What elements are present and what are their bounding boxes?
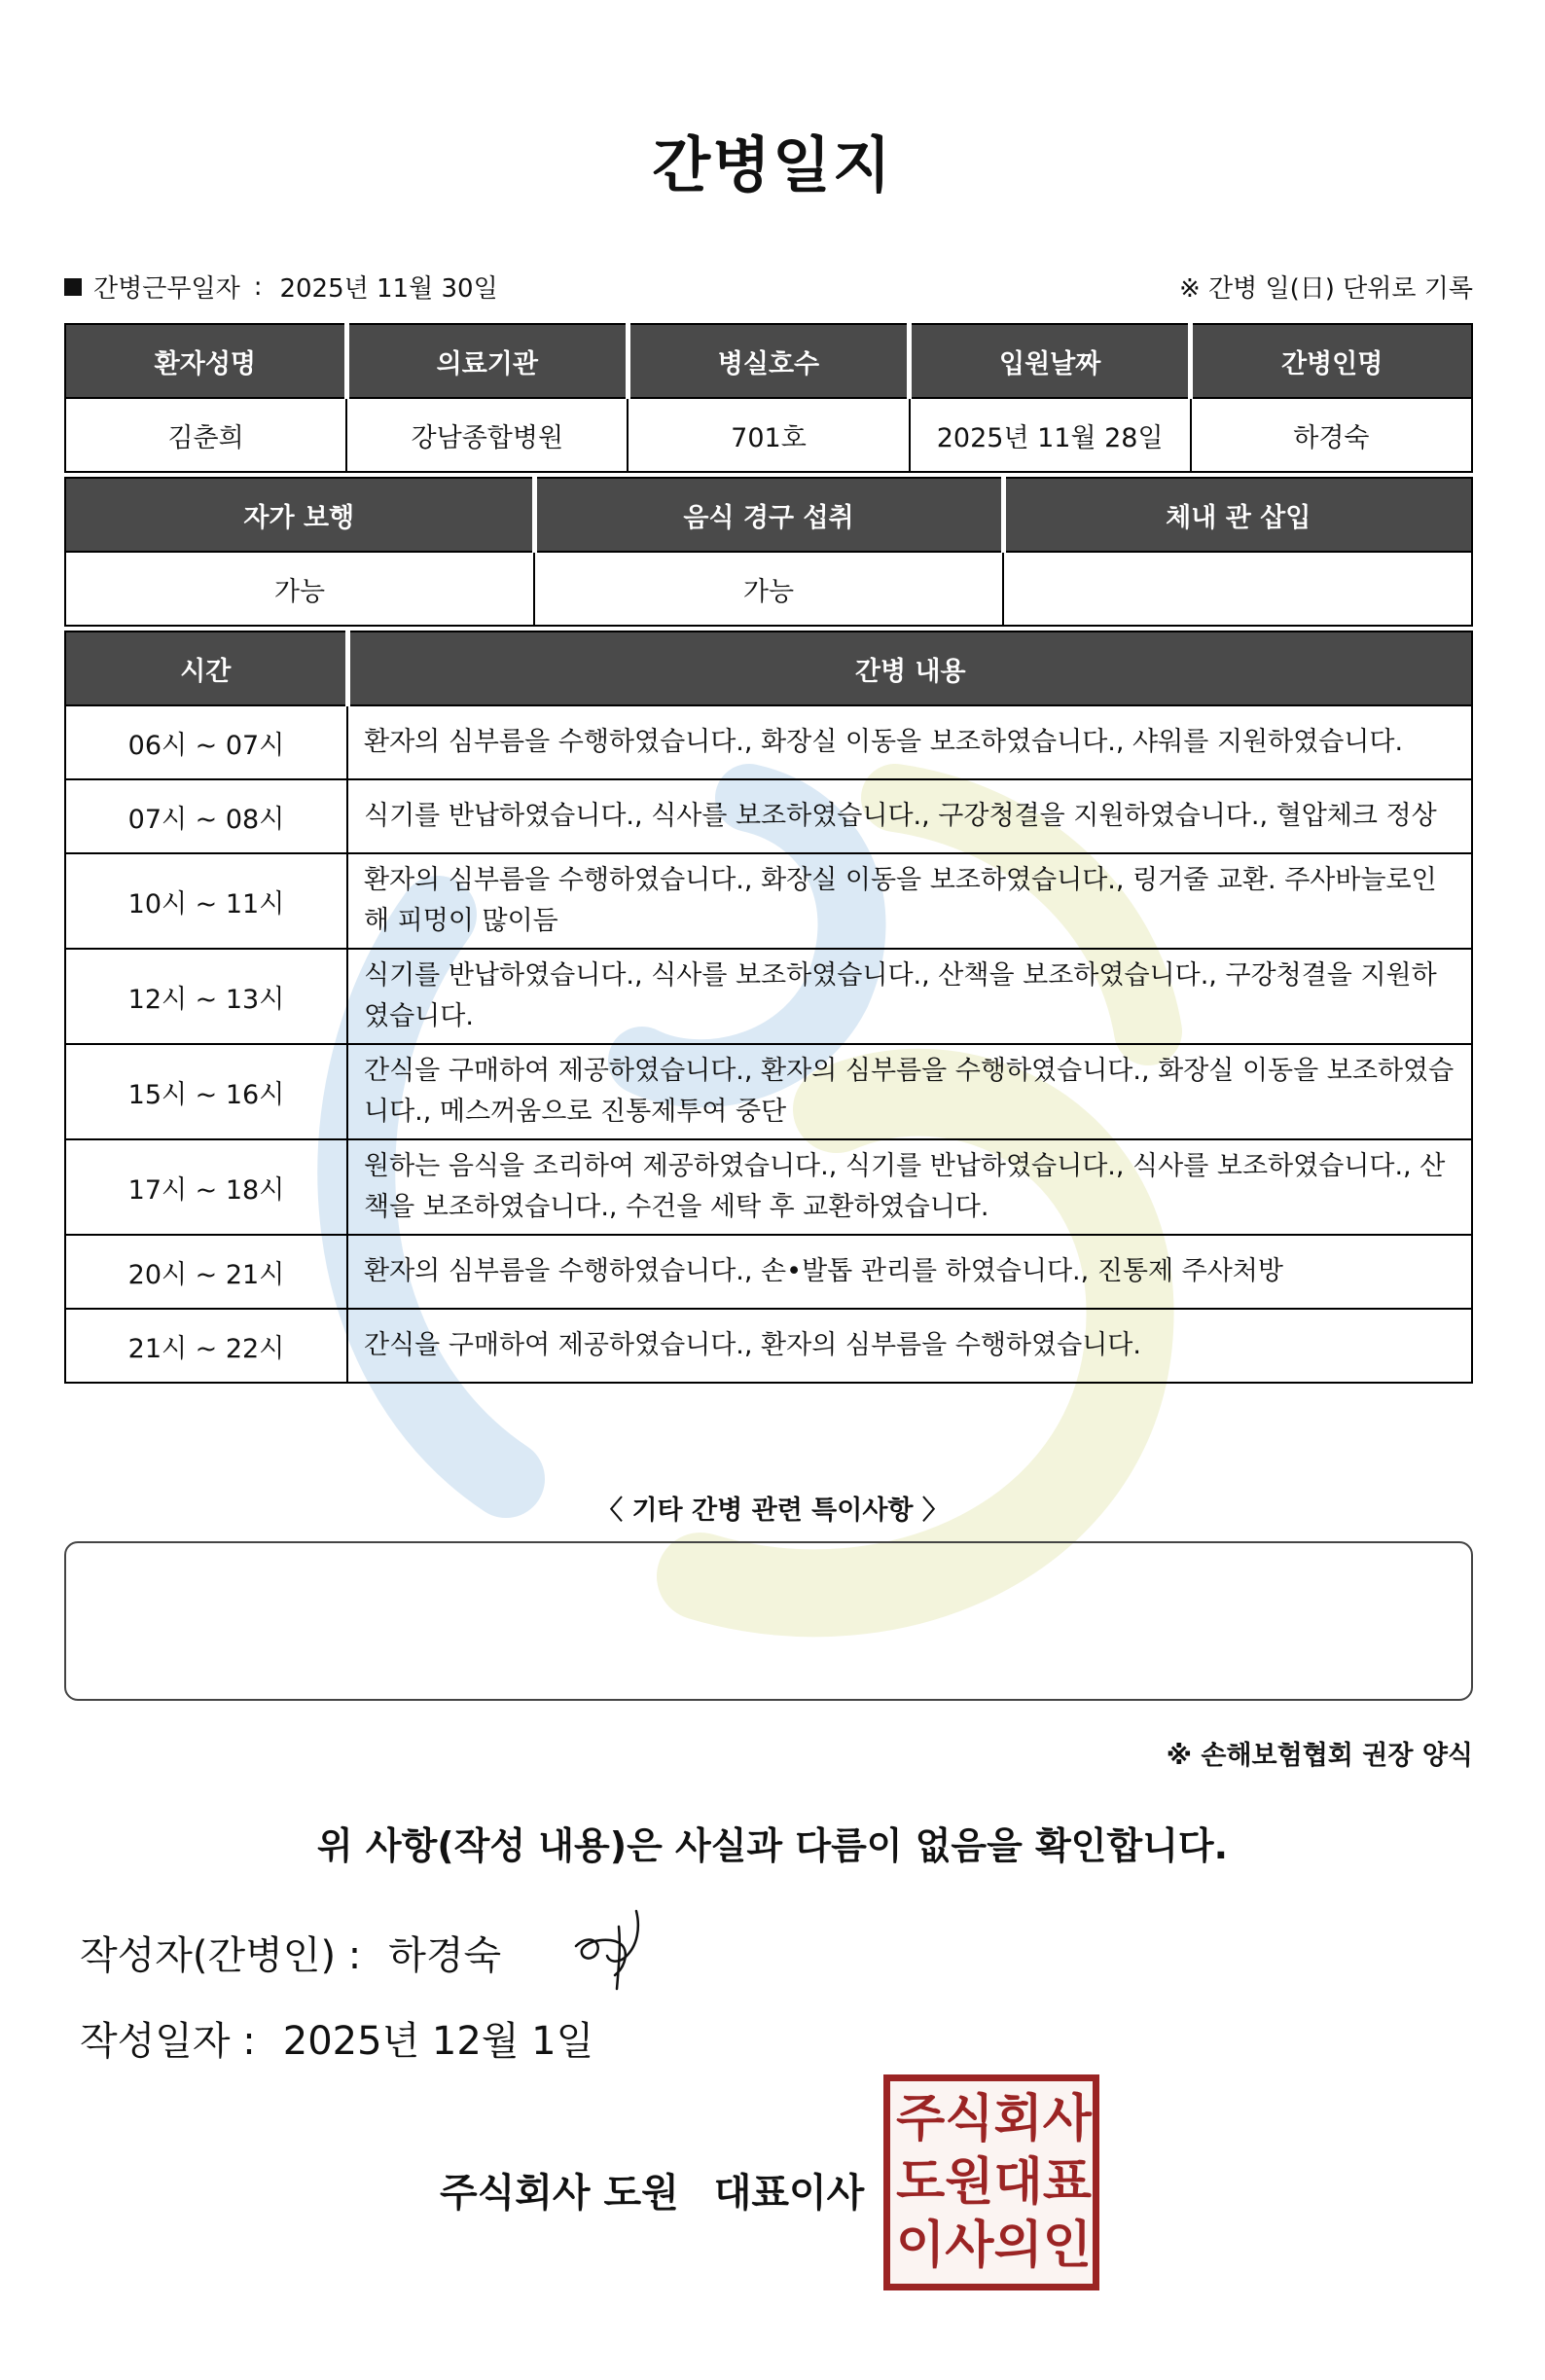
log-time: 15시 ~ 16시 xyxy=(65,1044,347,1139)
header-self-walking: 자가 보행 xyxy=(65,478,534,552)
oral-intake-value: 가능 xyxy=(534,552,1003,626)
seal-char: 식 xyxy=(945,2089,994,2148)
log-content: 환자의 심부름을 수행하였습니다., 손•발톱 관리를 하였습니다., 진통제 주사처방 xyxy=(347,1235,1472,1309)
work-date xyxy=(64,269,498,305)
seal-char: 주 xyxy=(896,2089,946,2148)
header-oral-intake: 음식 경구 섭취 xyxy=(534,478,1003,552)
admission-date: 2025년 11월 28일 xyxy=(910,398,1191,472)
work-date-label: 간병근무일자 xyxy=(93,274,240,304)
writer-name: 하경숙 xyxy=(388,1933,502,1978)
header-tube-insertion: 체내 관 삽입 xyxy=(1003,478,1472,552)
written-date-label: 작성일자 : xyxy=(80,2019,256,2064)
patient-name: 김춘희 xyxy=(65,398,346,472)
confirmation-statement: 위 사항(작성 내용)은 사실과 다름이 없음을 확인합니다. xyxy=(316,1824,1229,1867)
company-signature xyxy=(440,2162,864,2218)
header-time: 시간 xyxy=(65,631,347,705)
log-time: 12시 ~ 13시 xyxy=(65,949,347,1044)
caregiver-name: 하경숙 xyxy=(1191,398,1472,472)
table-row xyxy=(65,1139,1472,1235)
table-row xyxy=(65,398,1472,472)
tube-insertion-value xyxy=(1003,552,1472,626)
seal-char: 이 xyxy=(896,2217,946,2276)
table-row xyxy=(65,949,1472,1044)
handwritten-signature xyxy=(568,1907,662,1991)
remarks-title: 〈 기타 간병 관련 특이사항 〉 xyxy=(596,1496,949,1526)
company-representative: 대표이사 xyxy=(713,2171,865,2216)
header-care-content: 간병 내용 xyxy=(347,631,1472,705)
seal-char: 도 xyxy=(896,2152,946,2212)
table-row xyxy=(65,853,1472,949)
table-row xyxy=(65,1235,1472,1309)
table-row xyxy=(65,1309,1472,1383)
care-log-table xyxy=(64,631,1473,1384)
written-date-value: 2025년 12월 1일 xyxy=(282,2019,594,2064)
table-row xyxy=(65,1044,1472,1139)
work-date-value: 2025년 11월 30일 xyxy=(279,274,498,304)
log-content: 환자의 심부름을 수행하였습니다., 화장실 이동을 보조하였습니다., 샤워를 지원하였습니다. xyxy=(347,705,1472,779)
header-admission-date: 입원날짜 xyxy=(910,324,1191,398)
header-caregiver-name: 간병인명 xyxy=(1191,324,1472,398)
log-content: 환자의 심부름을 수행하였습니다., 화장실 이동을 보조하였습니다., 링거줄 교환. 주사바늘로인해 피멍이 많이듬 xyxy=(347,853,1472,949)
log-time: 07시 ~ 08시 xyxy=(65,779,347,853)
writer-line xyxy=(80,1925,501,1980)
written-date-line xyxy=(80,2010,593,2066)
form-note: ※ 손해보험협회 권장 양식 xyxy=(1166,1741,1473,1771)
seal-char: 원 xyxy=(945,2152,994,2212)
patient-status-table xyxy=(64,477,1473,627)
header-room-number: 병실호수 xyxy=(628,324,909,398)
seal-char: 대 xyxy=(993,2152,1043,2212)
remarks-box[interactable] xyxy=(64,1541,1473,1701)
seal-char: 인 xyxy=(1042,2217,1092,2276)
log-content: 식기를 반납하였습니다., 식사를 보조하였습니다., 구강청결을 지원하였습니다., 혈압체크 정상 xyxy=(347,779,1472,853)
seal-char: 사 xyxy=(945,2217,994,2276)
log-time: 17시 ~ 18시 xyxy=(65,1139,347,1235)
header-patient-name: 환자성명 xyxy=(65,324,346,398)
seal-char: 표 xyxy=(1042,2152,1092,2212)
seal-char: 의 xyxy=(993,2217,1043,2276)
writer-label: 작성자(간병인) : xyxy=(80,1933,362,1978)
table-header-row xyxy=(65,631,1472,705)
log-time: 06시 ~ 07시 xyxy=(65,705,347,779)
seal-char: 사 xyxy=(1042,2089,1092,2148)
meta-row xyxy=(64,269,1473,304)
header-hospital: 의료기관 xyxy=(346,324,628,398)
log-content: 식기를 반납하였습니다., 식사를 보조하였습니다., 산책을 보조하였습니다., 구강청결을 지원하였습니다. xyxy=(347,949,1472,1044)
record-note: ※ 간병 일(日) 단위로 기록 xyxy=(1178,274,1473,304)
table-row xyxy=(65,705,1472,779)
log-content: 간식을 구매하여 제공하였습니다., 환자의 심부름을 수행하였습니다., 화장실 이동을 보조하였습니다., 메스꺼움으로 진통제투여 중단 xyxy=(347,1044,1472,1139)
log-time: 21시 ~ 22시 xyxy=(65,1309,347,1383)
hospital-name: 강남종합병원 xyxy=(346,398,628,472)
square-bullet-icon xyxy=(64,278,82,296)
company-seal-stamp xyxy=(883,2074,1099,2290)
seal-char: 회 xyxy=(993,2089,1043,2148)
document-title: 간병일지 xyxy=(652,129,893,200)
colon-separator: : xyxy=(253,271,263,302)
log-time: 20시 ~ 21시 xyxy=(65,1235,347,1309)
log-content: 간식을 구매하여 제공하였습니다., 환자의 심부름을 수행하였습니다. xyxy=(347,1309,1472,1383)
table-row xyxy=(65,779,1472,853)
log-time: 10시 ~ 11시 xyxy=(65,853,347,949)
patient-info-table xyxy=(64,323,1473,473)
log-content: 원하는 음식을 조리하여 제공하였습니다., 식기를 반납하였습니다., 식사를 보조하였습니다., 산책을 보조하였습니다., 수건을 세탁 후 교환하였습니다. xyxy=(347,1139,1472,1235)
self-walking-value: 가능 xyxy=(65,552,534,626)
table-header-row xyxy=(65,324,1472,398)
table-header-row xyxy=(65,478,1472,552)
company-name: 주식회사 도원 xyxy=(440,2171,679,2216)
table-row xyxy=(65,552,1472,626)
room-number: 701호 xyxy=(628,398,909,472)
